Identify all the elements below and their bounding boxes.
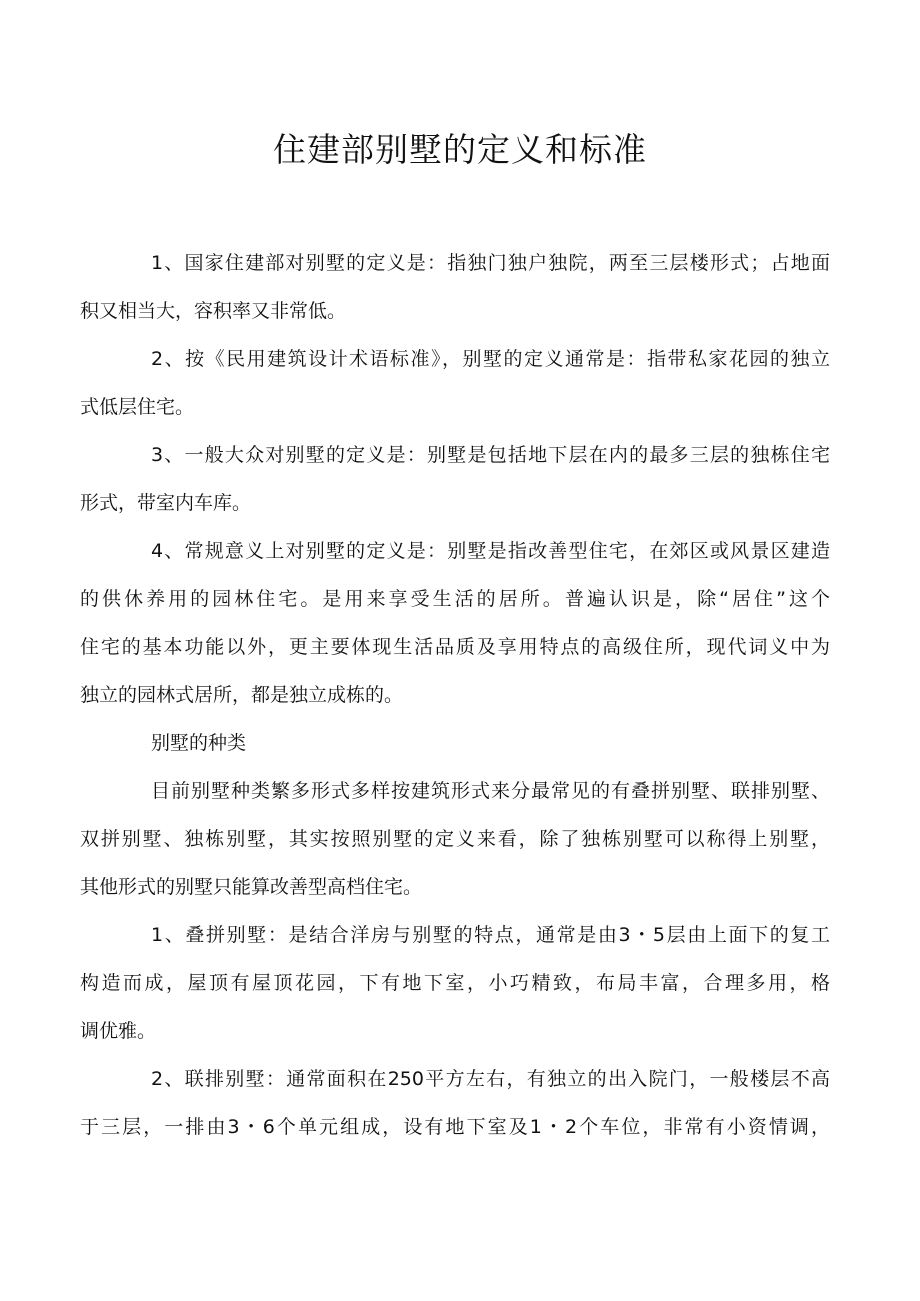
paragraph-line: 住宅的基本功能以外，更主要体现生活品质及享用特点的高级住所，现代词义中为: [80, 636, 830, 658]
paragraph-line: 于三层，一排由3・6个单元组成，设有地下室及1・2个车位，非常有小资情调，: [80, 1116, 830, 1138]
paragraph-line: 积又相当大，容积率又非常低。: [80, 300, 347, 322]
paragraph-line: 4、常规意义上对别墅的定义是：别墅是指改善型住宅，在郊区或风景区建造: [151, 540, 830, 562]
paragraph-definition-ministry: [80, 239, 830, 335]
paragraph-line: 1、叠拼别墅：是结合洋房与别墅的特点，通常是由3・5层由上面下的复工: [151, 924, 830, 946]
section-heading: 别墅的种类: [151, 732, 247, 754]
paragraph-line: 目前别墅种类繁多形式多样按建筑形式来分最常见的有叠拼别墅、联排别墅、: [151, 780, 830, 802]
document-title: 住建部别墅的定义和标准: [273, 130, 647, 169]
paragraph-line: 的供休养用的园林住宅。是用来享受生活的居所。普遍认识是，除“居住”这个: [80, 588, 830, 610]
paragraph-line: 3、一般大众对别墅的定义是：别墅是包括地下层在内的最多三层的独栋住宅: [151, 444, 830, 466]
paragraph-townhouse-villa: [80, 1055, 830, 1151]
paragraph-line: 形式，带室内车库。: [80, 492, 252, 514]
section-heading-types: [80, 719, 830, 767]
paragraph-line: 独立的园林式居所，都是独立成栋的。: [80, 684, 404, 706]
paragraph-definition-conventional: [80, 527, 830, 719]
paragraph-line: 其他形式的别墅只能算改善型高档住宅。: [80, 876, 423, 898]
paragraph-definition-standard: [80, 335, 830, 431]
paragraph-line: 1、国家住建部对别墅的定义是：指独门独户独院，两至三层楼形式；占地面: [151, 252, 830, 274]
paragraph-line: 2、联排别墅：通常面积在250平方左右，有独立的出入院门，一般楼层不高: [151, 1068, 830, 1090]
paragraph-line: 双拼别墅、独栋别墅，其实按照别墅的定义来看，除了独栋别墅可以称得上别墅，: [80, 828, 830, 850]
paragraph-definition-public: [80, 431, 830, 527]
paragraph-types-overview: [80, 767, 830, 911]
paragraph-line: 调优雅。: [80, 1020, 157, 1042]
paragraph-stacked-villa: [80, 911, 830, 1055]
document-body: [80, 239, 830, 1151]
paragraph-line: 2、按《民用建筑设计术语标准》，别墅的定义通常是：指带私家花园的独立: [151, 348, 830, 370]
paragraph-line: 构造而成，屋顶有屋顶花园，下有地下室，小巧精致，布局丰富，合理多用，格: [80, 972, 830, 994]
paragraph-line: 式低层住宅。: [80, 396, 195, 418]
